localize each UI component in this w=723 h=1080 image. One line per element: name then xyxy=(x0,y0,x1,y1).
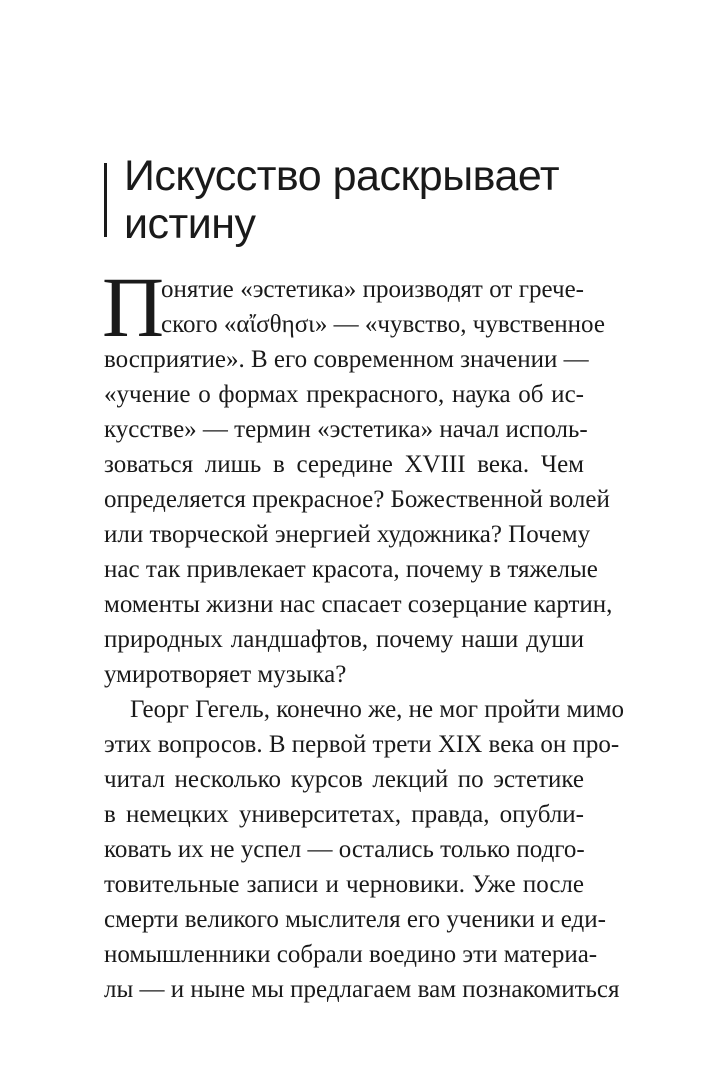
text-line: природных ландшафтов, почему наши души xyxy=(104,626,584,653)
chapter-heading xyxy=(124,152,684,248)
paragraph-1 xyxy=(104,272,613,692)
text-line: определяется прекрасное? Божественной волей xyxy=(104,486,610,513)
heading-rule xyxy=(104,163,107,237)
text-line: или творческой энергией художника? Почему xyxy=(104,521,591,548)
text-line: моменты жизни нас спасает созерцание картин, xyxy=(104,591,613,618)
text-line: ского «αἴσθησι» — «чувство, чувственное xyxy=(161,311,605,338)
text-line: товительные записи и черновики. Уже после xyxy=(104,871,584,898)
text-line: смерти великого мыслителя его ученики и еди- xyxy=(104,906,606,933)
text-line: зоваться лишь в середине XVIII века. Чем xyxy=(104,451,584,478)
text-line: нас так привлекает красота, почему в тяжелые xyxy=(104,556,598,583)
text-line: «учение о формах прекрасного, наука об ис- xyxy=(104,381,584,408)
text-line: умиротворяет музыка? xyxy=(104,661,347,688)
heading-line-1: Искусство раскрывает xyxy=(124,152,560,200)
text-line: в немецких университетах, правда, опубли- xyxy=(104,801,584,828)
text-line: номышленники собрали воедино эти материа- xyxy=(104,941,598,968)
text-line: восприятие». В его современном значении — xyxy=(104,346,589,373)
heading-line-2: истину xyxy=(124,200,256,248)
text-line: кусстве» — термин «эстетика» начал исполь- xyxy=(104,416,588,443)
text-line: ковать их не успел — остались только подго- xyxy=(104,836,585,863)
text-line: лы — и ныне мы предлагаем вам познакомиться xyxy=(104,976,620,1003)
paragraph-2 xyxy=(104,692,625,1007)
body-text xyxy=(104,272,625,1007)
drop-cap: П xyxy=(102,259,165,355)
text-line: этих вопросов. В первой трети XIX века он про- xyxy=(104,731,620,758)
text-line: Георг Гегель, конечно же, не мог пройти мимо xyxy=(130,696,625,723)
text-line: читал несколько курсов лекций по эстетике xyxy=(104,766,584,793)
text-line: онятие «эстетика» производят от грече- xyxy=(161,276,584,303)
